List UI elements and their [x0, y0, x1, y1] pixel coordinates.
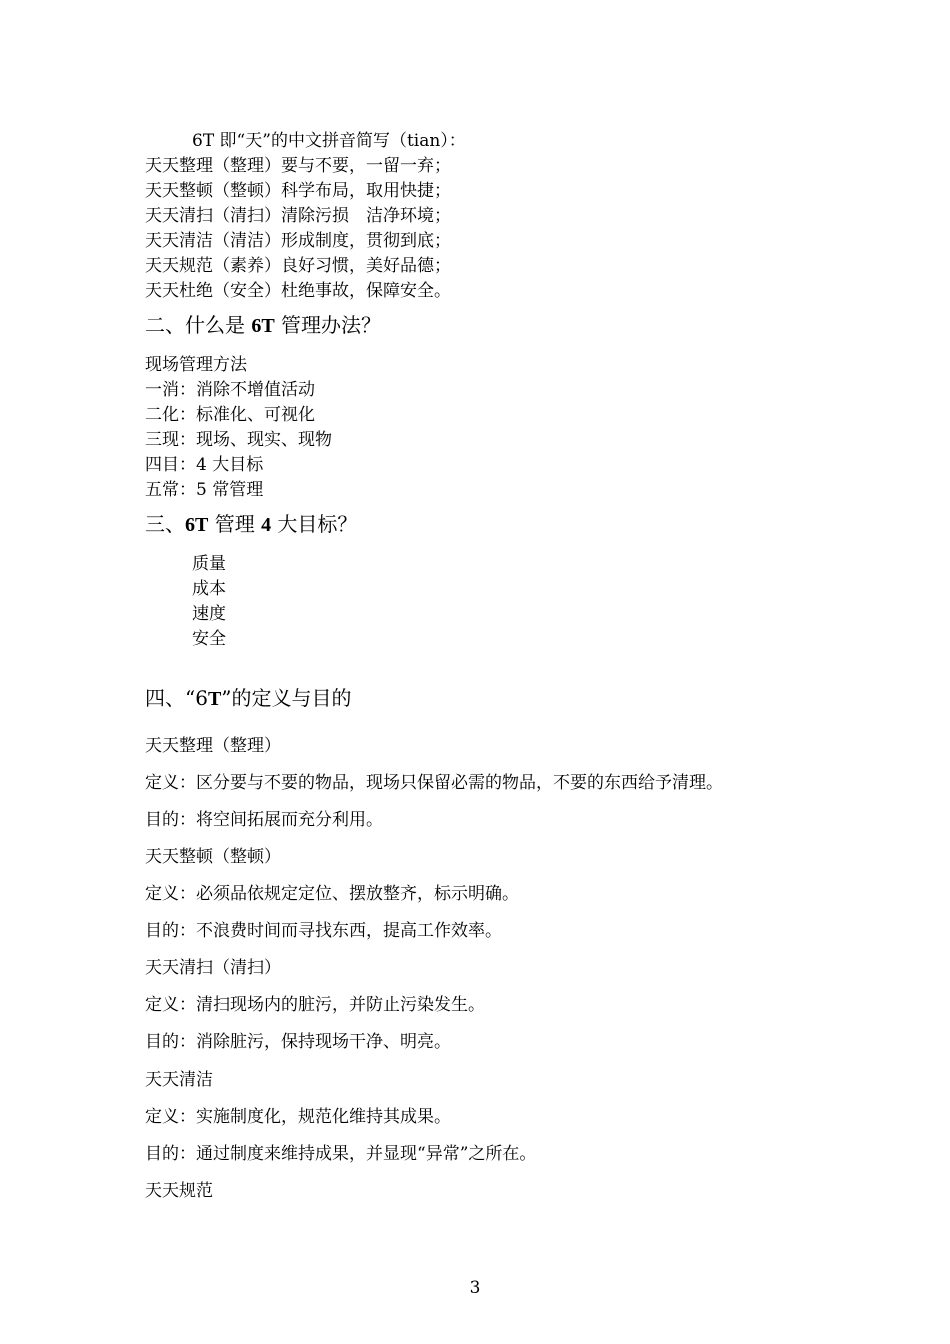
goal-item: 成本	[192, 579, 226, 599]
section-4-line: 目的：消除脏污，保持现场干净、明亮。	[145, 1032, 451, 1052]
section-4-prefix: 四、“6	[145, 686, 208, 710]
section-2-line: 三现：现场、现实、现物	[145, 430, 332, 450]
page-number: 3	[469, 1278, 481, 1298]
section-4-line: 定义：区分要与不要的物品，现场只保留必需的物品，不要的东西给予清理。	[145, 773, 723, 793]
section-3-suffix: 大目标？	[271, 512, 358, 536]
section-4-line: 天天规范	[145, 1181, 213, 1201]
section-3-heading	[145, 510, 357, 539]
intro-item: 天天规范（素养）良好习惯，美好品德；	[145, 256, 451, 276]
section-4-line: 定义：清扫现场内的脏污，并防止污染发生。	[145, 995, 485, 1015]
section-4-line: 天天整理（整理）	[145, 736, 281, 756]
intro-item: 天天整理（整理）要与不要，一留一弃；	[145, 156, 451, 176]
section-4-line: 天天清扫（清扫）	[145, 958, 281, 978]
section-2-line: 四目：4 大目标	[145, 455, 264, 475]
section-2-suffix: 管理办法？	[274, 313, 382, 337]
section-3-prefix: 三、	[145, 512, 185, 536]
section-2-prefix: 二、什么是	[145, 313, 252, 337]
section-3-middle: 管理	[208, 512, 262, 536]
section-4-line: 目的：将空间拓展而充分利用。	[145, 810, 383, 830]
section-2-bold: 6T	[251, 315, 275, 337]
section-4-heading	[145, 684, 352, 713]
section-2-line: 现场管理方法	[145, 355, 247, 375]
section-4-line: 定义：实施制度化，规范化维持其成果。	[145, 1107, 451, 1127]
section-3-bold-2: 4	[261, 514, 272, 536]
goal-item: 质量	[192, 554, 226, 574]
intro-title: 6T 即“天”的中文拼音简写（tian）：	[192, 131, 466, 151]
intro-item: 天天清扫（清扫）清除污损 洁净环境；	[145, 206, 451, 226]
section-4-line: 定义：必须品依规定定位、摆放整齐，标示明确。	[145, 884, 519, 904]
section-4-suffix: ”的定义与目的	[221, 686, 352, 710]
section-4-line: 目的：不浪费时间而寻找东西，提高工作效率。	[145, 921, 502, 941]
intro-item: 天天杜绝（安全）杜绝事故，保障安全。	[145, 281, 451, 301]
section-4-line: 天天清洁	[145, 1070, 213, 1090]
intro-item: 天天清洁（清洁）形成制度，贯彻到底；	[145, 231, 451, 251]
section-4-line: 目的：通过制度来维持成果，并显现“异常”之所在。	[145, 1144, 537, 1164]
goal-item: 安全	[192, 629, 226, 649]
section-2-line: 五常：5 常管理	[145, 480, 264, 500]
goal-item: 速度	[192, 604, 226, 624]
section-4-line: 天天整顿（整顿）	[145, 847, 281, 867]
section-3-bold-1: 6T	[185, 514, 209, 536]
section-2-heading	[145, 311, 381, 340]
section-2-line: 一消：消除不增值活动	[145, 380, 315, 400]
section-4-bold: T	[207, 688, 222, 710]
intro-item: 天天整顿（整顿）科学布局，取用快捷；	[145, 181, 451, 201]
section-2-line: 二化：标准化、可视化	[145, 405, 315, 425]
